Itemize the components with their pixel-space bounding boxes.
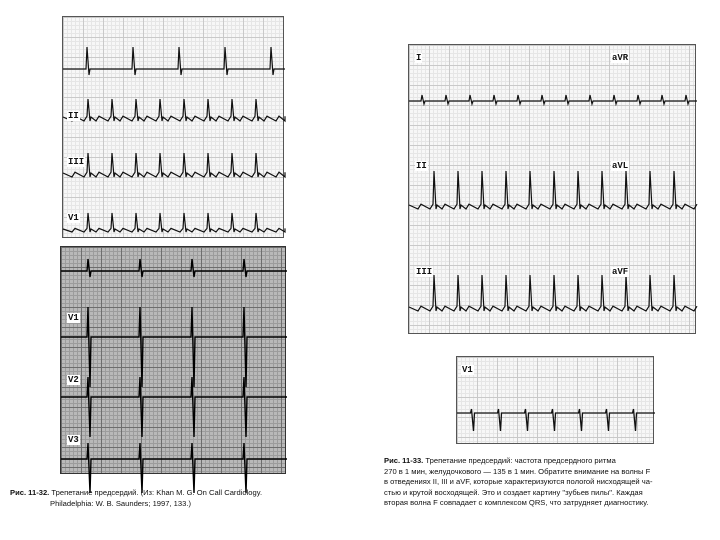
caption-line: Трепетание предсердий: частота предсердного ритма: [425, 456, 616, 465]
lead-label-aVF: aVF: [612, 267, 629, 277]
ecg-trace-lead-I: [409, 95, 697, 104]
ecg-trace-row2: [61, 307, 287, 387]
caption-label: Рис. 11-33.: [384, 456, 424, 465]
ecg-strip-v1: [456, 356, 654, 444]
lead-label: V1: [68, 213, 79, 223]
lead-label-aVR: aVR: [612, 53, 629, 63]
lead-label: II: [68, 111, 79, 121]
ecg-trace-row1: [61, 259, 287, 277]
ecg-trace-v1: [457, 357, 655, 445]
lead-label: V1: [68, 313, 79, 323]
caption-line: в отведениях II, III и aVF, которые характеризуются пологой нисходящей ча-: [384, 477, 653, 486]
caption-text: Philadelphia: W. B. Saunders; 1997, 133.): [50, 498, 191, 508]
ecg-panel-right: [408, 44, 696, 334]
figure-caption-left: [10, 488, 340, 509]
lead-label: V3: [68, 435, 79, 445]
ecg-traces-right: [409, 45, 697, 335]
ecg-trace-row1: [63, 47, 285, 75]
ecg-trace-lead-III: [409, 275, 697, 311]
lead-label-III: III: [416, 267, 433, 277]
ecg-trace-v1-line: [457, 409, 655, 431]
caption-label: Рис. 11-32.: [10, 488, 50, 497]
ecg-traces-left-bottom: [61, 247, 287, 475]
caption-line: вторая волна F совпадает с комплексом QRS, что затрудняет диагностику.: [384, 498, 649, 507]
lead-label-I: I: [416, 53, 422, 63]
ecg-panel-left-top: [62, 16, 284, 238]
lead-label-v1: V1: [462, 365, 473, 375]
caption-text: Трепетание предсердий. (Из: Khan M. G. On Call Cardiology.: [51, 488, 263, 497]
caption-line: стью и крутой восходящей. Это и создает картину "зубьев пилы". Каждая: [384, 487, 643, 497]
ecg-trace-row3: [61, 377, 287, 437]
lead-label: V2: [68, 375, 79, 385]
ecg-trace-row3: [63, 153, 285, 177]
lead-label-II: II: [416, 161, 427, 171]
caption-line: 270 в 1 мин, желудочкового — 135 в 1 мин. Обратите внимание на волны F: [384, 466, 651, 476]
ecg-trace-row2: [63, 99, 285, 121]
lead-label-aVL: aVL: [612, 161, 629, 171]
ecg-trace-row4: [63, 213, 285, 232]
lead-label: III: [68, 157, 85, 167]
ecg-panel-left-bottom: [60, 246, 286, 474]
figure-caption-right: [384, 456, 714, 509]
ecg-trace-row4: [61, 443, 287, 493]
ecg-trace-lead-II: [409, 171, 697, 209]
ecg-traces-left-top: [63, 17, 285, 239]
